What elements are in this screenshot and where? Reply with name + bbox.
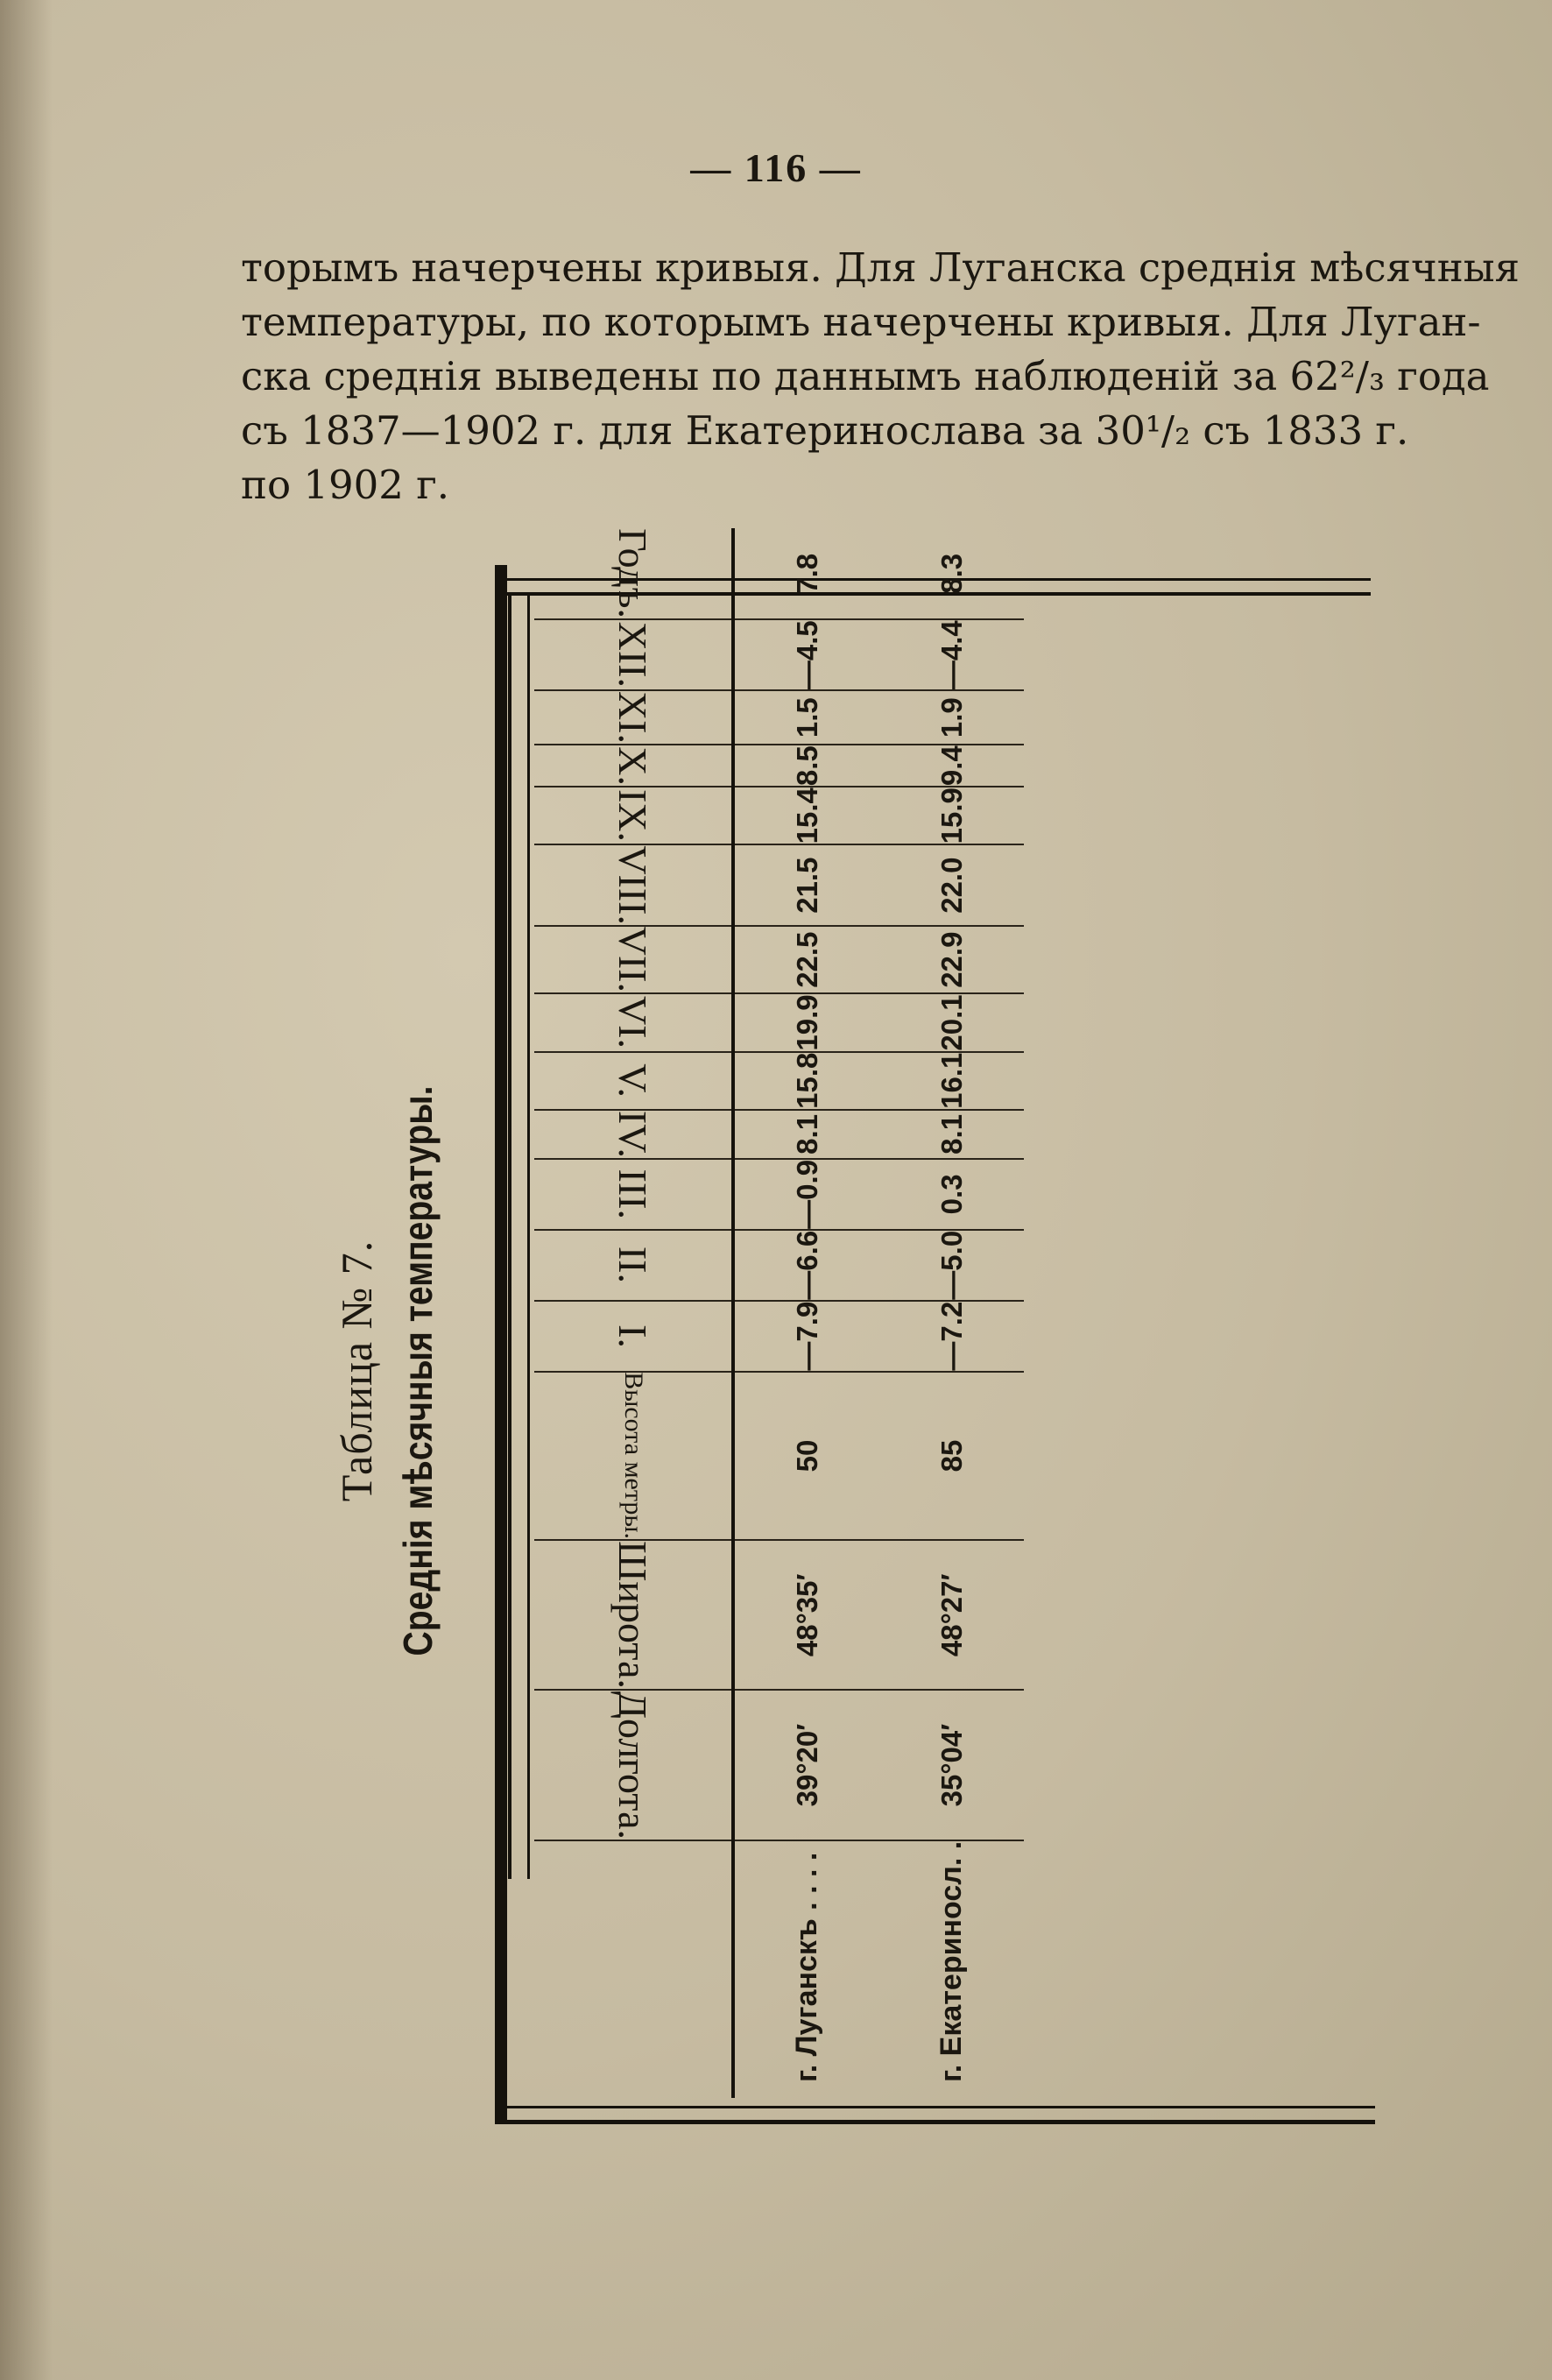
- header-label: XII.: [610, 622, 655, 689]
- header-month-3: [534, 1159, 733, 1230]
- header-month-6: [534, 993, 733, 1051]
- cell-month-7: 22.9: [879, 926, 1024, 993]
- cell-month-4: 8.1: [733, 1110, 879, 1159]
- header-month-9: [534, 787, 733, 844]
- cell-month-3: 0.3: [879, 1159, 1024, 1230]
- cell-month-8: 21.5: [733, 844, 879, 926]
- cell-altitude: 50: [733, 1372, 879, 1541]
- header-rule: [508, 596, 511, 1879]
- header-label: Широта.: [610, 1541, 655, 1690]
- station-name: г. Екатериносл. .: [935, 1840, 968, 2082]
- table-header-row: [534, 528, 733, 2098]
- header-rule-double: [527, 596, 530, 1879]
- cell-altitude: 85: [879, 1372, 1024, 1541]
- header-month-11: [534, 690, 733, 745]
- header-month-12: [534, 619, 733, 690]
- header-month-5: [534, 1052, 733, 1110]
- header-label: VI.: [610, 996, 655, 1049]
- cell-month-10: 9.4: [879, 745, 1024, 787]
- cell-month-7: 22.5: [733, 926, 879, 993]
- cell-month-12: —4.5: [733, 619, 879, 690]
- header-label: III.: [610, 1169, 655, 1220]
- page-edge-shadow: [0, 0, 53, 2380]
- cell-month-2: —6.6: [733, 1230, 879, 1301]
- header-label: IX.: [610, 789, 655, 843]
- table-frame-left-rule: [499, 2120, 1375, 2124]
- header-label: IV.: [610, 1110, 655, 1158]
- cell-month-11: 1.5: [733, 690, 879, 745]
- header-latitude: [534, 1540, 733, 1690]
- cell-month-8: 22.0: [879, 844, 1024, 926]
- header-station: [534, 1840, 733, 2098]
- header-label: V.: [610, 1063, 655, 1098]
- cell-month-12: —4.4: [879, 619, 1024, 690]
- cell-month-10: 8.5: [733, 745, 879, 787]
- table-frame-left-rule-inner: [499, 2106, 1375, 2108]
- header-month-2: [534, 1230, 733, 1301]
- rotated-table-block: [307, 528, 1393, 2177]
- cell-month-5: 16.1: [879, 1052, 1024, 1110]
- page-number: — 116 —: [690, 145, 862, 190]
- table-subtitle: Среднiя мѣсячныя температуры.: [395, 1085, 441, 1656]
- header-label: Высота метры.: [618, 1372, 648, 1540]
- table-row: [879, 528, 1024, 2098]
- header-month-7: [534, 926, 733, 993]
- cell-year: 7.8: [733, 528, 879, 619]
- cell-year: 8.3: [879, 528, 1024, 619]
- cell-month-1: —7.2: [879, 1301, 1024, 1372]
- cell-month-2: —5.0: [879, 1230, 1024, 1301]
- cell-month-9: 15.9: [879, 787, 1024, 844]
- cell-month-1: —7.9: [733, 1301, 879, 1372]
- body-line: температуры, по которымъ начерчены кривыя. Для Луган-: [241, 299, 1481, 345]
- header-year: [534, 528, 733, 619]
- cell-longitude: 39°20′: [733, 1690, 879, 1840]
- cell-month-3: —0.9: [733, 1159, 879, 1230]
- header-month-1: [534, 1301, 733, 1372]
- body-line: съ 1837—1902 г. для Екатеринослава за 30¹/₂ съ 1833 г.: [241, 407, 1409, 454]
- cell-month-6: 20.1: [879, 993, 1024, 1051]
- header-label: Долгота.: [610, 1691, 655, 1840]
- body-paragraph: [241, 241, 1533, 512]
- header-longitude: [534, 1690, 733, 1840]
- table-frame-top-rule: [495, 565, 507, 2124]
- cell-month-11: 1.9: [879, 690, 1024, 745]
- cell-month-4: 8.1: [879, 1110, 1024, 1159]
- cell-latitude: 48°27′: [879, 1540, 1024, 1690]
- header-month-4: [534, 1110, 733, 1159]
- header-label: VII.: [610, 927, 655, 993]
- cell-longitude: 35°04′: [879, 1690, 1024, 1840]
- body-line: по 1902 г.: [241, 462, 450, 508]
- header-label: XI.: [610, 691, 655, 745]
- table-title: Таблица № 7.: [332, 1239, 381, 1502]
- header-label: Годъ.: [610, 528, 655, 619]
- body-line: торымъ начерчены кривыя. Для Луганска среднiя мѣсячныя: [241, 244, 1520, 291]
- header-month-10: [534, 745, 733, 787]
- header-altitude: [534, 1372, 733, 1541]
- header-label: VIII.: [610, 845, 655, 925]
- header-label: II.: [610, 1246, 655, 1284]
- header-month-8: [534, 844, 733, 926]
- body-line: ска среднiя выведены по даннымъ наблюденiй за 62²/₃ года: [241, 353, 1490, 399]
- temperature-table: [534, 528, 1024, 2098]
- station-name: г. Луганскъ . . . .: [790, 1852, 823, 2082]
- cell-month-6: 19.9: [733, 993, 879, 1051]
- table-row: [733, 528, 879, 2098]
- header-label: X.: [610, 745, 655, 786]
- cell-latitude: 48°35′: [733, 1540, 879, 1690]
- cell-month-9: 15.4: [733, 787, 879, 844]
- header-label: I.: [610, 1324, 655, 1348]
- cell-month-5: 15.8: [733, 1052, 879, 1110]
